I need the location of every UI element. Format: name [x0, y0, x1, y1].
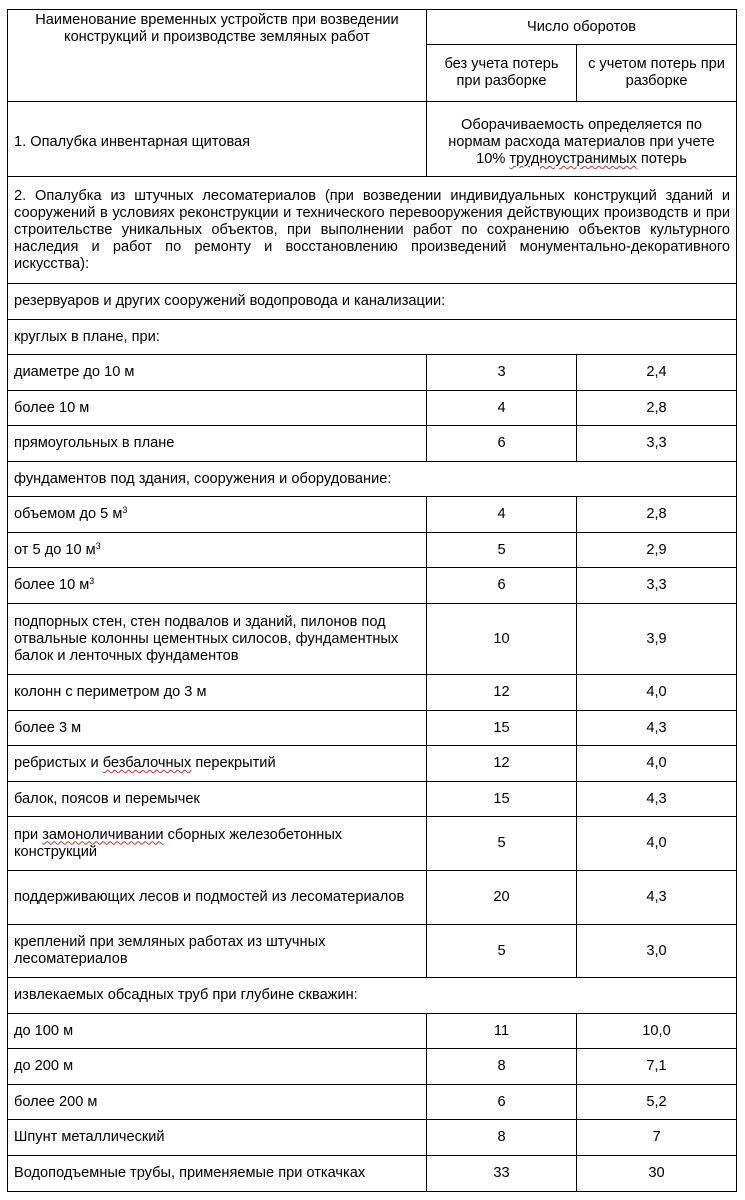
row-label-post: перекрытий: [191, 755, 276, 771]
row-label: Водоподъемные трубы, применяемые при откачках: [8, 1156, 427, 1192]
row-value-without-losses: 5: [427, 817, 577, 871]
row-value-without-losses: 12: [427, 746, 577, 782]
table-row: [8, 746, 737, 782]
row-value-without-losses: 6: [427, 1085, 577, 1120]
row-label: [8, 817, 427, 871]
row-label-flagged: замоноличивании: [42, 826, 164, 843]
row-label: [8, 497, 427, 533]
row-value-without-losses: 6: [427, 568, 577, 604]
row-value-with-losses: 3,3: [577, 568, 737, 604]
row-value-with-losses: 5,2: [577, 1085, 737, 1120]
row-value-without-losses: 15: [427, 782, 577, 817]
table-row: [8, 1085, 737, 1120]
section1-note: [427, 102, 737, 177]
subheader-round: круглых в плане, при:: [8, 320, 737, 355]
subheader-row: [8, 284, 737, 320]
section1-note-flagged: трудноустранимых: [509, 151, 637, 167]
row-label: [8, 533, 427, 568]
subheader-foundations: фундаментов под здания, сооружения и оборудование:: [8, 462, 737, 497]
table-row: [8, 1049, 737, 1085]
row-label: колонн с периметром до 3 м: [8, 675, 427, 711]
row-value-with-losses: 2,4: [577, 355, 737, 391]
subheader-row: [8, 320, 737, 355]
row-value-without-losses: 4: [427, 497, 577, 533]
row-label: подпорных стен, стен подвалов и зданий, пилонов под отвальные колонны цементных силосов, фундаментных балок и ленточных фундаментов: [8, 604, 427, 675]
row-value-with-losses: 10,0: [577, 1014, 737, 1049]
row-value-with-losses: 3,9: [577, 604, 737, 675]
row-label: до 200 м: [8, 1049, 427, 1085]
row-value-without-losses: 8: [427, 1120, 577, 1156]
table-row: [8, 497, 737, 533]
row-value-without-losses: 12: [427, 675, 577, 711]
row-label-text: объемом до 5 м: [14, 506, 123, 522]
row-value-with-losses: 4,0: [577, 675, 737, 711]
table-row: [8, 925, 737, 978]
row-value-without-losses: 20: [427, 871, 577, 925]
row-label: креплений при земляных работах из штучных лесоматериалов: [8, 925, 427, 978]
row-label: балок, поясов и перемычек: [8, 782, 427, 817]
table-row: [8, 782, 737, 817]
row-label: [8, 568, 427, 604]
row-value-without-losses: 3: [427, 355, 577, 391]
row-value-without-losses: 6: [427, 426, 577, 462]
row-value-with-losses: 7: [577, 1120, 737, 1156]
header-name-column: Наименование временных устройств при возведении конструкций и производстве земляных работ: [8, 10, 427, 102]
unit-superscript: 3: [122, 505, 128, 515]
table-row: [8, 871, 737, 925]
row-label: [8, 746, 427, 782]
row-label: Шпунт металлический: [8, 1120, 427, 1156]
header-without-losses: без учета потерь при разборке: [427, 45, 577, 102]
unit-superscript: 3: [89, 576, 95, 586]
row-label: более 3 м: [8, 711, 427, 746]
table-row: [8, 568, 737, 604]
row-label: прямоугольных в плане: [8, 426, 427, 462]
row-value-without-losses: 4: [427, 391, 577, 426]
section1-note-a: Оборачиваемость определяется по нормам расхода материалов при учете 10%: [448, 117, 715, 167]
header-with-losses: с учетом потерь при разборке: [577, 45, 737, 102]
row-value-with-losses: 2,9: [577, 533, 737, 568]
row-label: более 10 м: [8, 391, 427, 426]
table-row: [8, 1120, 737, 1156]
row-value-with-losses: 2,8: [577, 391, 737, 426]
row-value-with-losses: 4,0: [577, 746, 737, 782]
table-row: [8, 355, 737, 391]
row-value-without-losses: 11: [427, 1014, 577, 1049]
section2-row: [8, 177, 737, 284]
turnover-table: [7, 9, 737, 1192]
row-value-without-losses: 8: [427, 1049, 577, 1085]
section1-label: 1. Опалубка инвентарная щитовая: [8, 102, 427, 177]
subheader-reservoirs: резервуаров и других сооружений водопровода и канализации:: [8, 284, 737, 320]
table-row: [8, 1156, 737, 1192]
row-label-flagged: безбалочных: [102, 755, 192, 771]
section1-row: [8, 102, 737, 177]
table-row: [8, 1014, 737, 1049]
row-label-text: более 10 м: [14, 577, 90, 593]
row-value-with-losses: 4,3: [577, 782, 737, 817]
table-row: [8, 675, 737, 711]
subheader-row: [8, 462, 737, 497]
subheader-casing: извлекаемых обсадных труб при глубине скважин:: [8, 978, 737, 1014]
row-label-pre: ребристых и: [14, 755, 103, 771]
row-label: диаметре до 10 м: [8, 355, 427, 391]
row-value-with-losses: 4,3: [577, 871, 737, 925]
row-value-without-losses: 5: [427, 925, 577, 978]
row-value-with-losses: 3,0: [577, 925, 737, 978]
row-value-with-losses: 7,1: [577, 1049, 737, 1085]
row-label-text: от 5 до 10 м: [14, 541, 96, 558]
row-label: поддерживающих лесов и подмостей из лесоматериалов: [8, 871, 427, 925]
header-row: [8, 10, 737, 45]
table-row: [8, 817, 737, 871]
row-label: до 100 м: [8, 1014, 427, 1049]
table-row: [8, 711, 737, 746]
row-value-with-losses: 3,3: [577, 426, 737, 462]
row-label: более 200 м: [8, 1085, 427, 1120]
row-value-with-losses: 4,3: [577, 711, 737, 746]
row-label-pre: при: [14, 826, 43, 843]
row-value-without-losses: 15: [427, 711, 577, 746]
header-turnover: Число оборотов: [427, 10, 737, 45]
row-value-without-losses: 5: [427, 533, 577, 568]
row-value-without-losses: 33: [427, 1156, 577, 1192]
unit-superscript: 3: [95, 540, 101, 551]
row-value-with-losses: 4,0: [577, 817, 737, 871]
section1-note-c: потерь: [636, 151, 687, 167]
table-row: [8, 391, 737, 426]
row-value-without-losses: 10: [427, 604, 577, 675]
subheader-row: [8, 978, 737, 1014]
table-row: [8, 604, 737, 675]
table-row: [8, 426, 737, 462]
row-value-with-losses: 30: [577, 1156, 737, 1192]
row-value-with-losses: 2,8: [577, 497, 737, 533]
row-label-post: сборных железобетонных конструкций: [14, 826, 343, 860]
table-row: [8, 533, 737, 568]
section2-label: 2. Опалубка из штучных лесоматериалов (при возведении индивидуальных конструкций зданий и сооружений в условиях реконструкции и технического перевооружения действующих производств и при строительстве уникальных объектов, при выполнении работ по сохранению объектов культурного наследия и работ по ремонту и восстановлению произведений монументально-декоративного искусства):: [8, 177, 737, 284]
